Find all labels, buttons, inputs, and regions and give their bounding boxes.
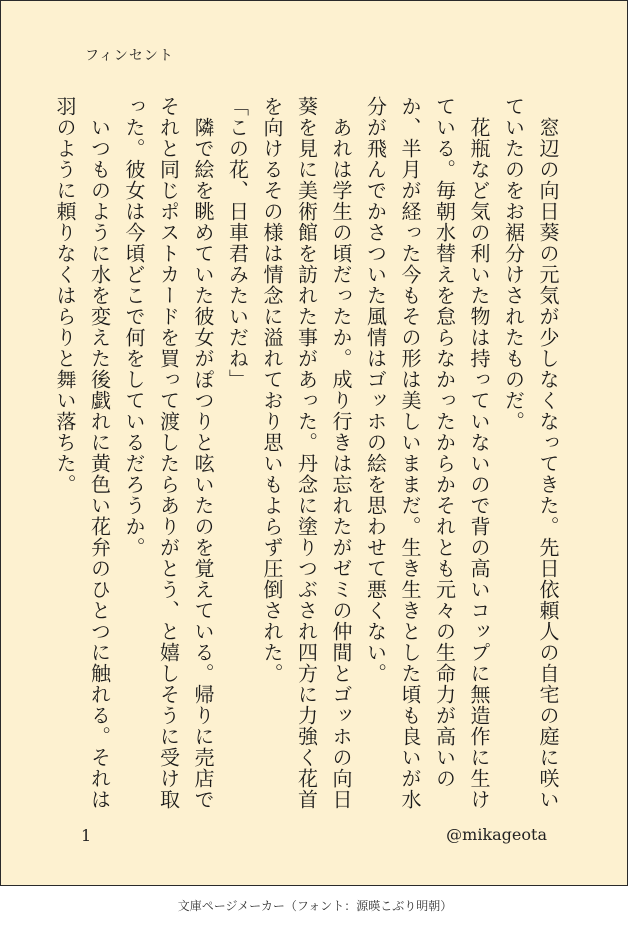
paragraph: 「この花、日車君みたいだね」 bbox=[225, 96, 250, 390]
paragraph: いつものように水を変えた後戯れに黄色い花弁のひとつに触れる。それは羽のように頼りなくはらりと舞い落ちた。 bbox=[53, 96, 112, 810]
paragraph: 花瓶など気の利いた物は持っていないので背の高いコップに無造作に生けている。毎朝水替えを怠らなかったからかそれとも元々の生命力が高いのか、半月が経った今もその形は美しいままだ。生き生きとした頃も良いが水分が飛んでかさついた風情はゴッホの絵を思わせて悪くない。 bbox=[363, 96, 491, 810]
paragraph: あれは学生の頃だったか。成り行きは忘れたがゼミの仲間とゴッホの向日葵を見に美術館を訪れた事があった。丹念に塗りつぶされ四方に力強く花首を向けるその様は情念に溢れており思いもよらず圧倒された。 bbox=[260, 96, 353, 810]
page-title: フィンセント bbox=[85, 48, 174, 64]
footer-credit: 文庫ページメーカー（フォント：源暎こぶり明朝） bbox=[177, 899, 453, 913]
body-text bbox=[48, 96, 566, 816]
paragraph: 窓辺の向日葵の元気が少しなくなってきた。先日依頼人の自宅の庭に咲いていたのをお裾分けされたものだ。 bbox=[501, 96, 560, 810]
paragraph: 隣で絵を眺めていた彼女がぽつりと呟いたのを覚えている。帰りに売店でそれと同じポストカードを買って渡したらありがとう、と嬉しそうに受け取った。彼女は今頃どこで何をしているだろうか。 bbox=[122, 96, 215, 810]
author-handle: @mikageota bbox=[446, 825, 547, 844]
page-number: 1 bbox=[81, 826, 92, 845]
